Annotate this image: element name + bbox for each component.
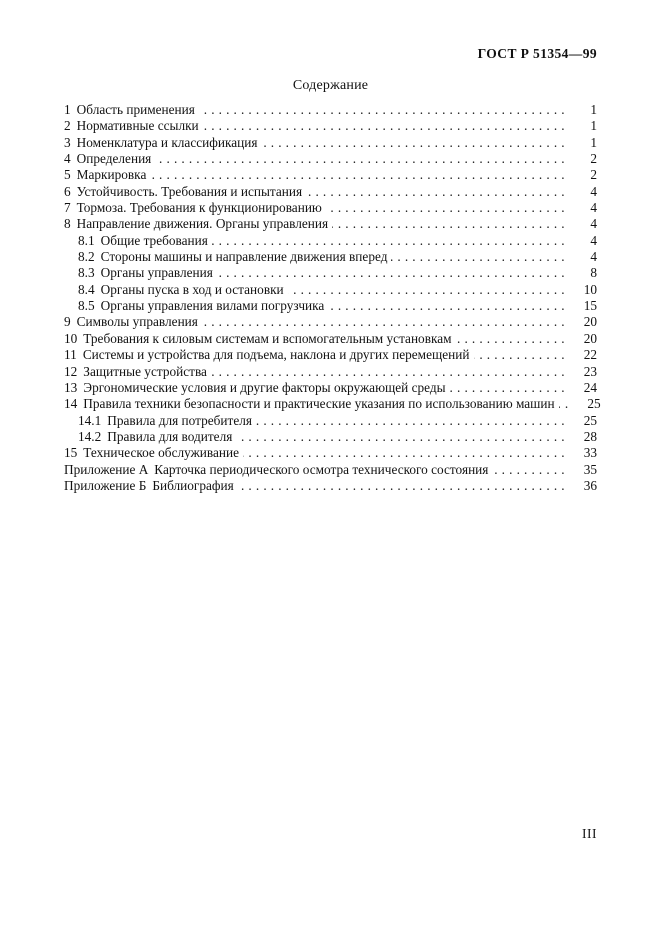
toc-entry-page: 10 <box>583 281 597 297</box>
page-title: Содержание <box>292 78 369 93</box>
toc-entry-number: 8.3 <box>78 265 95 281</box>
toc-entry-label: Определения <box>76 151 152 167</box>
toc-entry-label: Органы управления <box>100 265 213 281</box>
toc-row <box>64 347 597 363</box>
toc-entry-page: 25 <box>587 396 601 412</box>
toc-row <box>64 413 597 429</box>
toc-row <box>64 445 597 461</box>
toc-entry-number: 14.2 <box>78 428 102 444</box>
toc-row <box>64 184 597 200</box>
toc-entry-number: 9 <box>64 314 71 330</box>
leader-dots <box>199 102 565 118</box>
toc-entry-number: 8.1 <box>78 232 95 248</box>
leader-dots <box>243 445 565 461</box>
toc-row <box>64 314 597 330</box>
toc-entry-page: 4 <box>590 200 597 216</box>
toc-entry-page: 33 <box>583 445 597 461</box>
leader-dots <box>332 216 565 232</box>
toc-entry-label: Эргономические условия и другие факторы окружающей среды <box>83 379 446 395</box>
doc-code: ГОСТ Р 51354—99 <box>477 46 597 61</box>
toc-row <box>64 380 597 396</box>
toc-entry-page: 4 <box>590 249 597 265</box>
toc-row <box>64 102 597 118</box>
leader-dots <box>256 413 565 429</box>
toc-entry-label: Органы пуска в ход и остановки <box>100 281 284 297</box>
leader-dots <box>155 151 565 167</box>
toc-entry-number: 14.1 <box>78 412 102 428</box>
toc-entry-number: 11 <box>64 347 77 363</box>
toc-entry-page: 20 <box>583 330 597 346</box>
toc-entry-number: 8.5 <box>78 298 95 314</box>
toc-row <box>64 233 597 249</box>
toc-entry-page: 1 <box>590 134 597 150</box>
toc-row <box>64 249 597 265</box>
toc-entry-page: 1 <box>590 118 597 134</box>
toc-row <box>64 429 597 445</box>
leader-dots <box>262 135 566 151</box>
toc-entry-number: 10 <box>64 330 78 346</box>
toc-entry-page: 25 <box>583 412 597 428</box>
footer-page-number: III <box>582 826 597 841</box>
toc-entry-page: 2 <box>590 167 597 183</box>
toc-row <box>64 118 597 134</box>
toc-row <box>64 167 597 183</box>
leader-dots <box>328 298 565 314</box>
toc-entry-number: 3 <box>64 134 71 150</box>
toc-entry-label: Тормоза. Требования к функционированию <box>76 200 322 216</box>
toc-entry-page: 24 <box>583 379 597 395</box>
toc-entry-number: 8 <box>64 216 71 232</box>
toc-row <box>64 200 597 216</box>
toc-entry-number: 12 <box>64 363 78 379</box>
toc-entry-label: Техническое обслуживание <box>83 445 240 461</box>
leader-dots <box>212 233 565 249</box>
toc-list <box>64 102 601 494</box>
toc-entry-page: 36 <box>583 477 597 493</box>
leader-dots <box>474 347 566 363</box>
toc-entry-label: Правила техники безопасности и практические указания по использованию машин <box>83 396 555 412</box>
toc-row <box>64 265 597 281</box>
toc-entry-page: 4 <box>590 216 597 232</box>
toc-entry-number: Приложение Б <box>64 477 147 493</box>
toc-row <box>64 282 597 298</box>
leader-dots <box>288 282 565 298</box>
toc-entry-page: 20 <box>583 314 597 330</box>
toc-entry-page: 28 <box>583 428 597 444</box>
toc-entry-label: Устойчивость. Требования и испытания <box>76 183 303 199</box>
toc-entry-number: 13 <box>64 379 78 395</box>
toc-entry-label: Карточка периодического осмотра технического состояния <box>154 461 489 477</box>
toc-entry-label: Библиография <box>152 477 234 493</box>
toc-entry-page: 4 <box>590 183 597 199</box>
toc-row <box>64 462 597 478</box>
leader-dots <box>203 118 565 134</box>
toc-entry-label: Правила для потребителя <box>107 412 252 428</box>
toc-entry-number: 8.2 <box>78 249 95 265</box>
toc-entry-page: 22 <box>583 347 597 363</box>
toc-entry-label: Системы и устройства для подъема, наклона и других перемещений <box>82 347 470 363</box>
toc-entry-page: 1 <box>590 102 597 117</box>
toc-entry-label: Органы управления вилами погрузчика <box>100 298 325 314</box>
toc-entry-number: 6 <box>64 183 71 199</box>
toc-entry-label: Номенклатура и классификация <box>76 134 258 150</box>
toc-entry-label: Требования к силовым системам и вспомогательным установкам <box>83 330 452 346</box>
toc-entry-number: 1 <box>64 102 71 117</box>
leader-dots <box>238 478 565 494</box>
toc-row <box>64 331 597 347</box>
leader-dots <box>217 265 565 281</box>
toc-row <box>64 216 597 232</box>
leader-dots <box>391 249 565 265</box>
leader-dots <box>236 429 565 445</box>
toc-entry-page: 2 <box>590 151 597 167</box>
toc-entry-label: Правила для водителя <box>107 428 233 444</box>
toc-row <box>64 478 597 494</box>
toc-entry-label: Направление движения. Органы управления <box>76 216 329 232</box>
toc-entry-page: 4 <box>590 232 597 248</box>
toc-entry-number: 4 <box>64 151 71 167</box>
leader-dots <box>450 380 565 396</box>
toc-row <box>64 364 597 380</box>
toc-row <box>64 151 597 167</box>
toc-row <box>64 396 601 412</box>
toc-entry-label: Общие требования <box>100 232 208 248</box>
toc-entry-label: Маркировка <box>76 167 147 183</box>
toc-entry-number: 5 <box>64 167 71 183</box>
toc-entry-number: Приложение А <box>64 461 149 477</box>
leader-dots <box>150 167 565 183</box>
toc-entry-label: Защитные устройства <box>83 363 207 379</box>
toc-entry-page: 23 <box>583 363 597 379</box>
toc-entry-label: Область применения <box>76 102 195 117</box>
toc-entry-label: Стороны машины и направление движения вперед <box>100 249 388 265</box>
toc-entry-number: 2 <box>64 118 71 134</box>
toc-row <box>64 135 597 151</box>
leader-dots <box>456 331 565 347</box>
toc-entry-page: 35 <box>583 461 597 477</box>
leader-dots <box>306 184 565 200</box>
leader-dots <box>211 364 565 380</box>
toc-row <box>64 298 597 314</box>
toc-entry-page: 15 <box>583 298 597 314</box>
toc-entry-number: 8.4 <box>78 281 95 297</box>
leader-dots <box>202 314 565 330</box>
toc-entry-number: 7 <box>64 200 71 216</box>
toc-entry-label: Символы управления <box>76 314 198 330</box>
leader-dots <box>492 462 565 478</box>
toc-entry-number: 14 <box>64 396 78 412</box>
toc-entry-label: Нормативные ссылки <box>76 118 199 134</box>
toc-entry-number: 15 <box>64 445 78 461</box>
leader-dots <box>326 200 565 216</box>
leader-dots <box>559 396 569 412</box>
toc-entry-page: 8 <box>590 265 597 281</box>
